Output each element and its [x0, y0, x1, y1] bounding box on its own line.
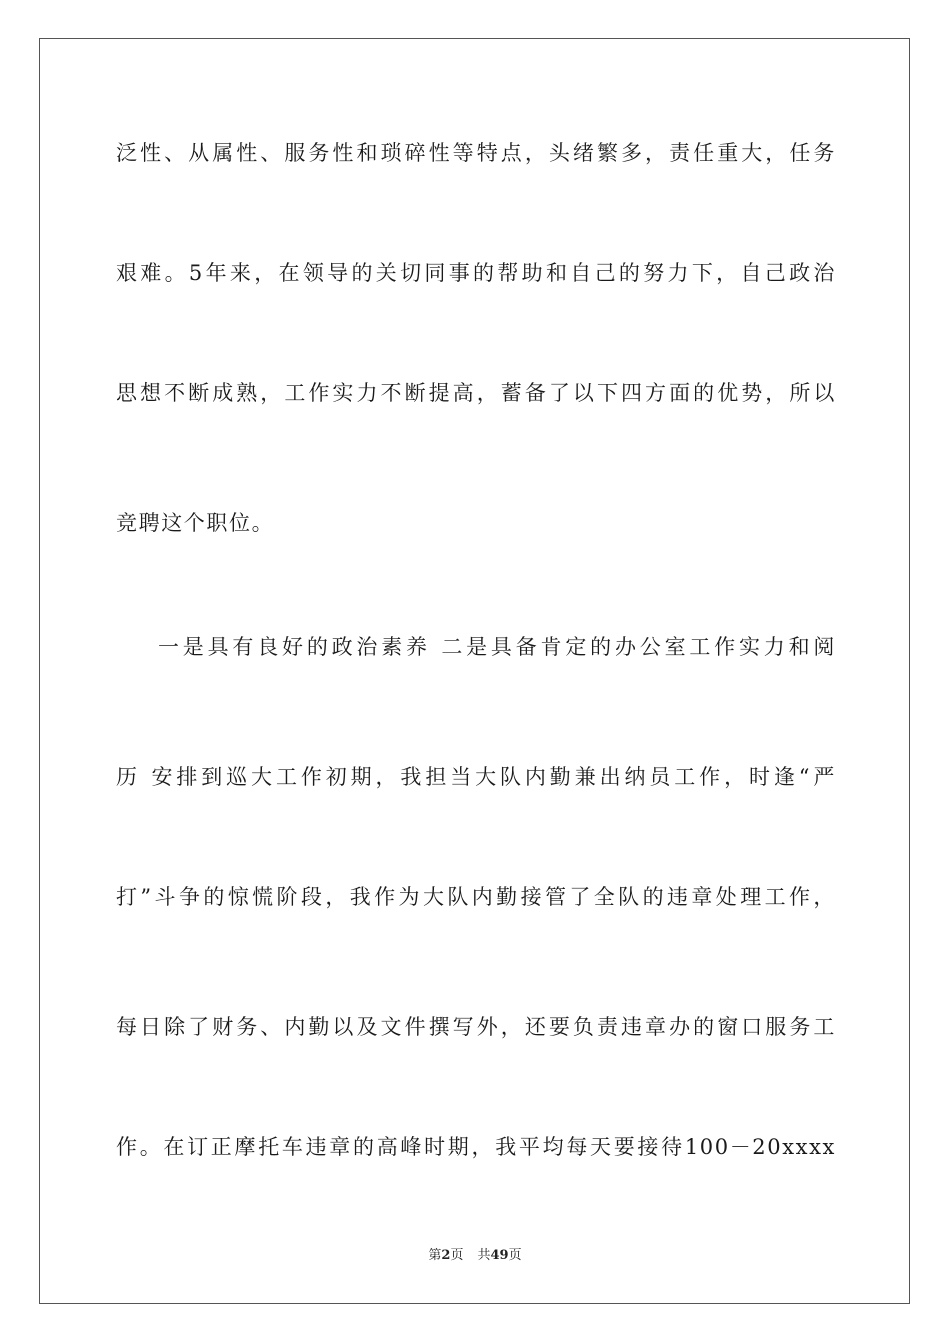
paragraph-line-9: 作。在订正摩托车违章的高峰时期，我平均每天要接待100－20xxxx — [116, 1135, 836, 1159]
footer-page-prefix: 第 — [428, 1248, 442, 1263]
footer-page-number: 2 — [441, 1248, 451, 1263]
paragraph-line-4: 竞聘这个职位。 — [116, 511, 275, 535]
page-footer — [0, 1247, 950, 1265]
paragraph-line-8: 每日除了财务、内勤以及文件撰写外，还要负责违章办的窗口服务工 — [116, 1015, 836, 1039]
paragraph-line-6: 历 安排到巡大工作初期，我担当大队内勤兼出纳员工作，时逢“严 — [116, 765, 836, 789]
footer-total-prefix: 共 — [477, 1248, 491, 1263]
paragraph-line-5: 一是具有良好的政治素养 二是具备肯定的办公室工作实力和阅 — [158, 635, 836, 659]
footer-total-pages: 49 — [490, 1248, 509, 1263]
paragraph-line-1: 泛性、从属性、服务性和琐碎性等特点，头绪繁多，责任重大，任务 — [116, 141, 836, 165]
page-frame — [39, 38, 910, 1304]
paragraph-line-2: 艰难。5年来，在领导的关切同事的帮助和自己的努力下，自己政治 — [116, 261, 836, 285]
footer-total-suffix: 页 — [508, 1248, 522, 1263]
paragraph-line-3: 思想不断成熟，工作实力不断提高，蓄备了以下四方面的优势，所以 — [116, 381, 836, 405]
paragraph-line-7: 打”斗争的惊慌阶段，我作为大队内勤接管了全队的违章处理工作， — [116, 885, 836, 909]
footer-page-suffix: 页 — [450, 1248, 464, 1263]
